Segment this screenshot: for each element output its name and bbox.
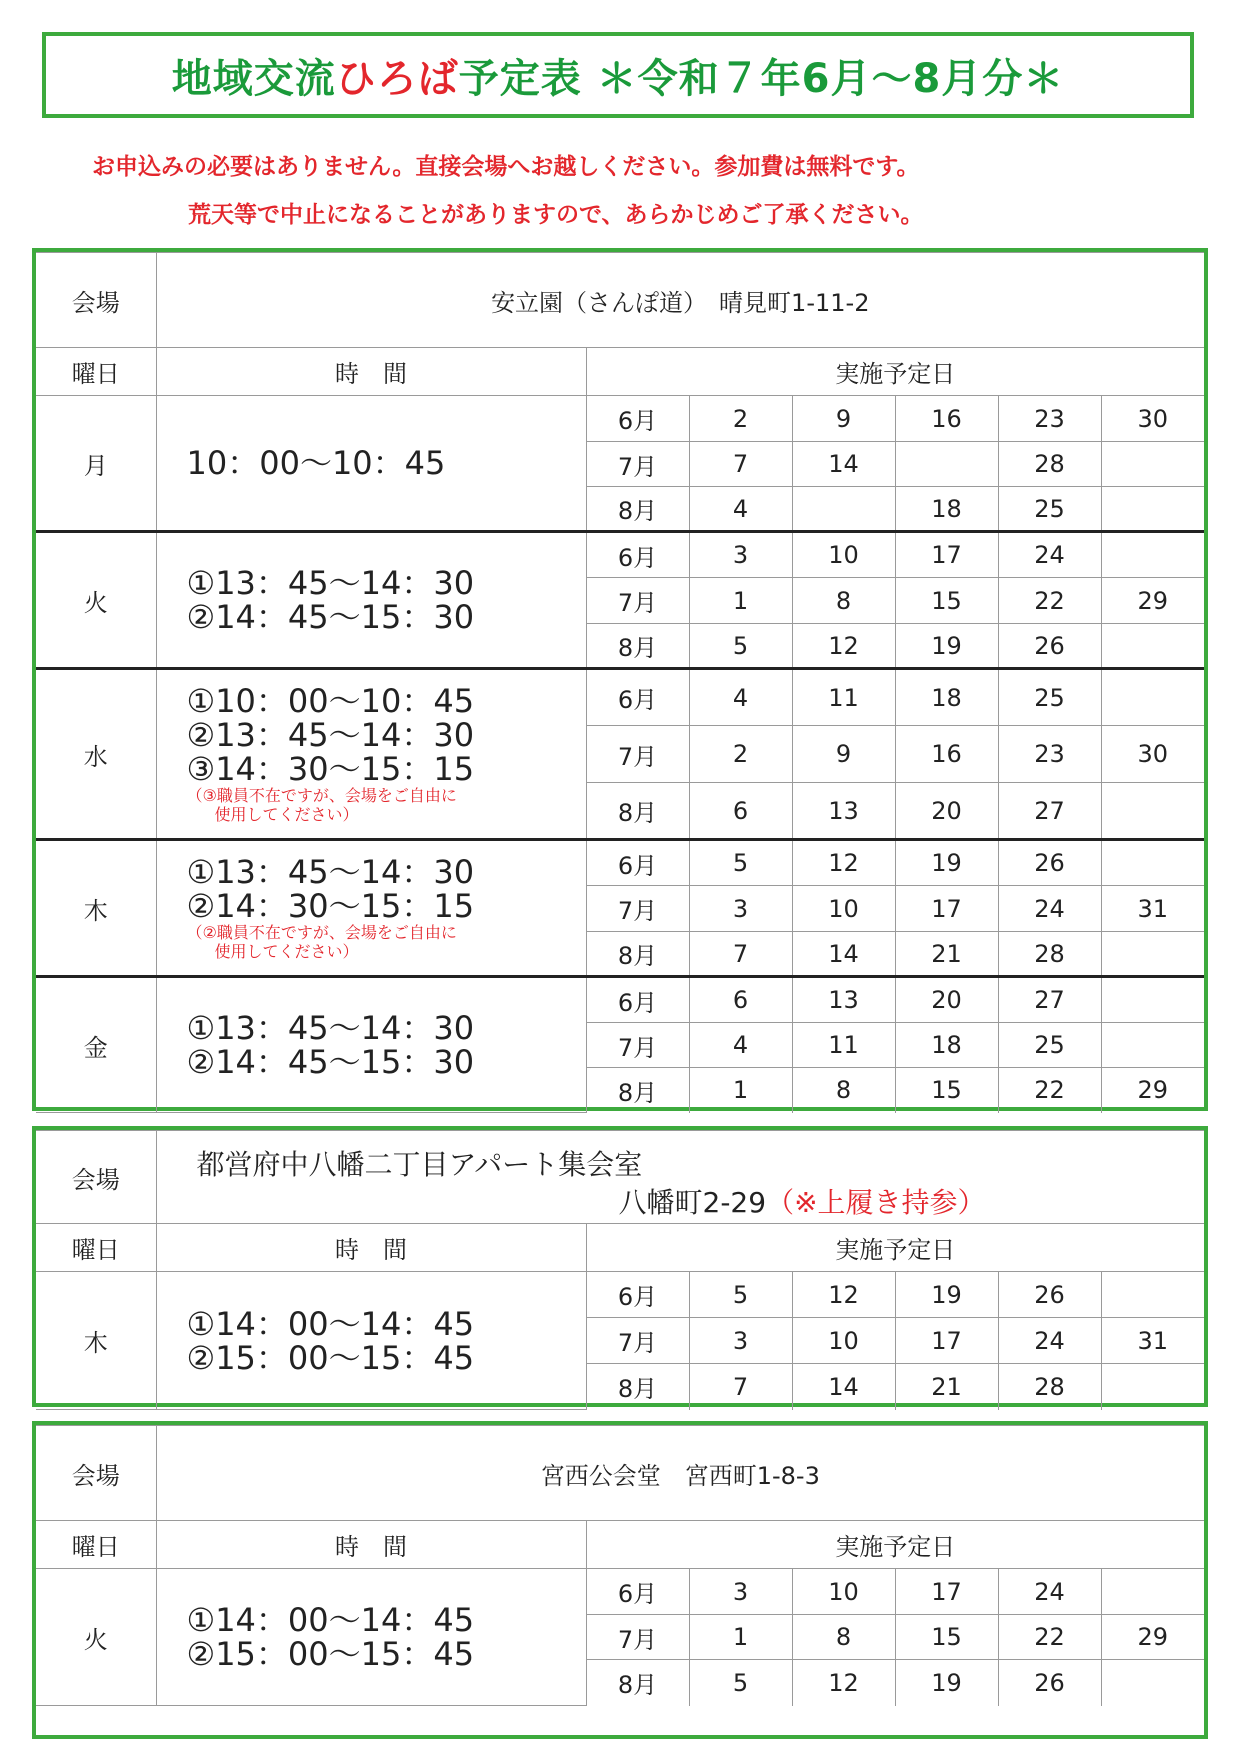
time-slots-cell bbox=[156, 396, 586, 532]
date-cell: 25 bbox=[998, 487, 1101, 532]
date-cell: 10 bbox=[792, 532, 895, 578]
table-row bbox=[36, 532, 1204, 578]
date-cell: 17 bbox=[895, 532, 998, 578]
month-cell: 7月 bbox=[586, 886, 689, 932]
date-cell: 12 bbox=[792, 1272, 895, 1318]
date-cell bbox=[1101, 977, 1204, 1023]
date-cell: 26 bbox=[998, 1272, 1101, 1318]
date-cell: 12 bbox=[792, 840, 895, 886]
weekday-header: 曜日 bbox=[36, 1521, 156, 1569]
time-slots-cell bbox=[156, 1569, 586, 1706]
date-cell: 24 bbox=[998, 1318, 1101, 1364]
date-cell bbox=[1101, 487, 1204, 532]
venue-label: 会場 bbox=[36, 253, 156, 348]
date-cell: 28 bbox=[998, 1364, 1101, 1410]
weekday-cell: 木 bbox=[36, 1272, 156, 1410]
time-slot: ①13：45〜14：30 bbox=[186, 564, 475, 602]
table-row bbox=[36, 1272, 1204, 1318]
time-slot: ①14：00〜14：45 bbox=[186, 1601, 475, 1639]
venue-name-line1: 都営府中八幡二丁目アパート集会室 bbox=[196, 1148, 643, 1181]
date-cell: 23 bbox=[998, 726, 1101, 783]
time-slots-cell bbox=[156, 977, 586, 1113]
date-cell: 15 bbox=[895, 578, 998, 624]
notice-no-application: お申込みの必要はありません。直接会場へお越しください。参加費は無料です。 bbox=[92, 154, 920, 180]
date-cell: 2 bbox=[689, 396, 792, 442]
time-slot: ①13：45〜14：30 bbox=[186, 853, 475, 891]
date-cell bbox=[1101, 669, 1204, 726]
page-title bbox=[172, 47, 1065, 104]
staff-absent-note: 使用してください） bbox=[214, 805, 359, 824]
date-cell: 19 bbox=[895, 1660, 998, 1706]
date-cell: 28 bbox=[998, 442, 1101, 487]
weekday-header: 曜日 bbox=[36, 348, 156, 396]
venue-label: 会場 bbox=[36, 1131, 156, 1224]
date-cell: 16 bbox=[895, 396, 998, 442]
time-slot: ②15：00〜15：45 bbox=[186, 1338, 475, 1377]
table-row bbox=[36, 1569, 1204, 1615]
date-cell: 23 bbox=[998, 396, 1101, 442]
date-cell: 2 bbox=[689, 726, 792, 783]
time-header: 時 間 bbox=[156, 348, 586, 396]
date-cell: 21 bbox=[895, 932, 998, 977]
date-cell: 31 bbox=[1101, 1318, 1204, 1364]
date-cell: 24 bbox=[998, 532, 1101, 578]
date-cell bbox=[1101, 932, 1204, 977]
date-cell: 24 bbox=[998, 1569, 1101, 1615]
date-cell bbox=[1101, 1023, 1204, 1068]
date-cell: 7 bbox=[689, 442, 792, 487]
date-cell: 7 bbox=[689, 1364, 792, 1410]
date-cell: 26 bbox=[998, 1660, 1101, 1706]
date-cell: 12 bbox=[792, 624, 895, 669]
time-slot: ②14：45〜15：30 bbox=[186, 598, 475, 636]
date-cell: 10 bbox=[792, 1318, 895, 1364]
month-cell: 8月 bbox=[586, 932, 689, 977]
date-cell: 17 bbox=[895, 1569, 998, 1615]
month-cell: 6月 bbox=[586, 532, 689, 578]
venue-name: 安立園（さんぽ道） 晴見町1-11-2 bbox=[156, 253, 1204, 348]
date-cell: 24 bbox=[998, 886, 1101, 932]
date-cell bbox=[1101, 840, 1204, 886]
month-cell: 8月 bbox=[586, 1068, 689, 1113]
venue-indoor-shoes-note: （※上履き持参） bbox=[766, 1186, 986, 1219]
date-cell: 29 bbox=[1101, 1615, 1204, 1660]
weekday-cell: 水 bbox=[36, 669, 156, 840]
date-cell: 28 bbox=[998, 932, 1101, 977]
date-cell: 18 bbox=[895, 487, 998, 532]
date-cell: 17 bbox=[895, 1318, 998, 1364]
date-cell: 29 bbox=[1101, 1068, 1204, 1113]
title-box bbox=[42, 32, 1194, 118]
date-cell bbox=[1101, 442, 1204, 487]
date-cell: 21 bbox=[895, 1364, 998, 1410]
dates-header: 実施予定日 bbox=[586, 348, 1204, 396]
date-cell: 14 bbox=[792, 1364, 895, 1410]
date-cell: 1 bbox=[689, 1615, 792, 1660]
date-cell: 13 bbox=[792, 977, 895, 1023]
date-cell bbox=[1101, 783, 1204, 840]
date-cell bbox=[1101, 1569, 1204, 1615]
date-cell: 5 bbox=[689, 840, 792, 886]
date-cell bbox=[1101, 1660, 1204, 1706]
date-cell: 12 bbox=[792, 1660, 895, 1706]
date-cell: 14 bbox=[792, 932, 895, 977]
venue-name-line2 bbox=[619, 1181, 986, 1221]
date-cell: 1 bbox=[689, 578, 792, 624]
date-cell: 15 bbox=[895, 1068, 998, 1113]
dates-header: 実施予定日 bbox=[586, 1521, 1204, 1569]
time-slot: ①13：45〜14：30 bbox=[186, 1009, 475, 1047]
month-cell: 7月 bbox=[586, 442, 689, 487]
staff-absent-note: （③職員不在ですが、会場をご自由に bbox=[186, 786, 457, 805]
date-cell: 31 bbox=[1101, 886, 1204, 932]
date-cell bbox=[1101, 532, 1204, 578]
time-slots-cell bbox=[156, 840, 586, 977]
date-cell: 16 bbox=[895, 726, 998, 783]
time-slot: ②14：45〜15：30 bbox=[186, 1043, 475, 1081]
date-cell: 20 bbox=[895, 783, 998, 840]
table-row bbox=[36, 396, 1204, 442]
time-header: 時 間 bbox=[156, 1224, 586, 1272]
time-slot: ②14：30〜15：15 bbox=[186, 887, 475, 925]
date-cell: 22 bbox=[998, 1068, 1101, 1113]
venue-label: 会場 bbox=[36, 1426, 156, 1521]
date-cell: 8 bbox=[792, 1615, 895, 1660]
date-cell: 17 bbox=[895, 886, 998, 932]
date-cell: 3 bbox=[689, 1569, 792, 1615]
date-cell: 26 bbox=[998, 840, 1101, 886]
month-cell: 8月 bbox=[586, 1660, 689, 1706]
date-cell: 30 bbox=[1101, 396, 1204, 442]
date-cell: 9 bbox=[792, 726, 895, 783]
time-slot: ③14：30〜15：15 bbox=[186, 750, 475, 788]
table-row bbox=[36, 669, 1204, 726]
date-cell: 14 bbox=[792, 442, 895, 487]
date-cell: 5 bbox=[689, 1272, 792, 1318]
venue-table-anryuen bbox=[32, 248, 1208, 1111]
time-slot: 10：00〜10：45 bbox=[186, 444, 446, 482]
month-cell: 6月 bbox=[586, 977, 689, 1023]
venue-name: 宮西公会堂 宮西町1-8-3 bbox=[156, 1426, 1204, 1521]
date-cell: 27 bbox=[998, 977, 1101, 1023]
date-cell: 27 bbox=[998, 783, 1101, 840]
date-cell: 22 bbox=[998, 578, 1101, 624]
staff-absent-note: （②職員不在ですが、会場をご自由に bbox=[186, 923, 457, 942]
date-cell: 1 bbox=[689, 1068, 792, 1113]
date-cell: 19 bbox=[895, 840, 998, 886]
month-cell: 7月 bbox=[586, 1615, 689, 1660]
date-cell: 4 bbox=[689, 1023, 792, 1068]
date-cell bbox=[792, 487, 895, 532]
venue-table-hachiman bbox=[32, 1126, 1208, 1407]
venue-address: 八幡町2-29 bbox=[618, 1186, 767, 1219]
date-cell: 9 bbox=[792, 396, 895, 442]
time-slot: ①10：00〜10：45 bbox=[186, 682, 475, 720]
date-cell: 4 bbox=[689, 669, 792, 726]
dates-header: 実施予定日 bbox=[586, 1224, 1204, 1272]
date-cell: 29 bbox=[1101, 578, 1204, 624]
weekday-cell: 金 bbox=[36, 977, 156, 1113]
month-cell: 8月 bbox=[586, 487, 689, 532]
month-cell: 8月 bbox=[586, 783, 689, 840]
date-cell: 30 bbox=[1101, 726, 1204, 783]
month-cell: 6月 bbox=[586, 1569, 689, 1615]
month-cell: 7月 bbox=[586, 1023, 689, 1068]
time-slot: ①14：00〜14：45 bbox=[186, 1304, 475, 1343]
date-cell: 6 bbox=[689, 977, 792, 1023]
date-cell: 8 bbox=[792, 578, 895, 624]
date-cell: 6 bbox=[689, 783, 792, 840]
date-cell: 7 bbox=[689, 932, 792, 977]
month-cell: 6月 bbox=[586, 396, 689, 442]
date-cell: 20 bbox=[895, 977, 998, 1023]
date-cell bbox=[895, 442, 998, 487]
weekday-header: 曜日 bbox=[36, 1224, 156, 1272]
date-cell bbox=[1101, 1272, 1204, 1318]
date-cell bbox=[1101, 1364, 1204, 1410]
weekday-cell: 火 bbox=[36, 1569, 156, 1706]
date-cell: 11 bbox=[792, 669, 895, 726]
date-cell: 25 bbox=[998, 669, 1101, 726]
time-slot: ②15：00〜15：45 bbox=[186, 1635, 475, 1673]
date-cell: 3 bbox=[689, 532, 792, 578]
month-cell: 7月 bbox=[586, 578, 689, 624]
time-slots-cell bbox=[156, 669, 586, 840]
date-cell: 8 bbox=[792, 1068, 895, 1113]
time-slot: ②13：45〜14：30 bbox=[186, 716, 475, 754]
date-cell: 4 bbox=[689, 487, 792, 532]
staff-absent-note: 使用してください） bbox=[214, 942, 359, 961]
weekday-cell: 火 bbox=[36, 532, 156, 669]
date-cell: 26 bbox=[998, 624, 1101, 669]
month-cell: 6月 bbox=[586, 1272, 689, 1318]
title-part-3: 予定表 ＊令和７年6月〜8月分＊ bbox=[458, 55, 1065, 102]
title-part-1: 地域交流 bbox=[171, 55, 336, 102]
table-row bbox=[36, 977, 1204, 1023]
month-cell: 6月 bbox=[586, 669, 689, 726]
date-cell: 5 bbox=[689, 1660, 792, 1706]
date-cell: 19 bbox=[895, 1272, 998, 1318]
date-cell: 18 bbox=[895, 669, 998, 726]
date-cell: 3 bbox=[689, 886, 792, 932]
date-cell bbox=[1101, 624, 1204, 669]
month-cell: 8月 bbox=[586, 624, 689, 669]
venue-name bbox=[156, 1131, 1204, 1224]
date-cell: 25 bbox=[998, 1023, 1101, 1068]
date-cell: 3 bbox=[689, 1318, 792, 1364]
table-row bbox=[36, 840, 1204, 886]
time-header: 時 間 bbox=[156, 1521, 586, 1569]
month-cell: 6月 bbox=[586, 840, 689, 886]
date-cell: 13 bbox=[792, 783, 895, 840]
date-cell: 22 bbox=[998, 1615, 1101, 1660]
weekday-cell: 月 bbox=[36, 396, 156, 532]
title-accent: ひろば bbox=[335, 55, 459, 102]
date-cell: 10 bbox=[792, 1569, 895, 1615]
venue-table-miyanishi bbox=[32, 1421, 1208, 1739]
month-cell: 8月 bbox=[586, 1364, 689, 1410]
date-cell: 19 bbox=[895, 624, 998, 669]
date-cell: 5 bbox=[689, 624, 792, 669]
notice-cancellation: 荒天等で中止になることがありますので、あらかじめご了承ください。 bbox=[188, 202, 924, 228]
month-cell: 7月 bbox=[586, 726, 689, 783]
month-cell: 7月 bbox=[586, 1318, 689, 1364]
date-cell: 11 bbox=[792, 1023, 895, 1068]
date-cell: 18 bbox=[895, 1023, 998, 1068]
date-cell: 15 bbox=[895, 1615, 998, 1660]
time-slots-cell bbox=[156, 1272, 586, 1410]
date-cell: 10 bbox=[792, 886, 895, 932]
weekday-cell: 木 bbox=[36, 840, 156, 977]
time-slots-cell bbox=[156, 532, 586, 669]
